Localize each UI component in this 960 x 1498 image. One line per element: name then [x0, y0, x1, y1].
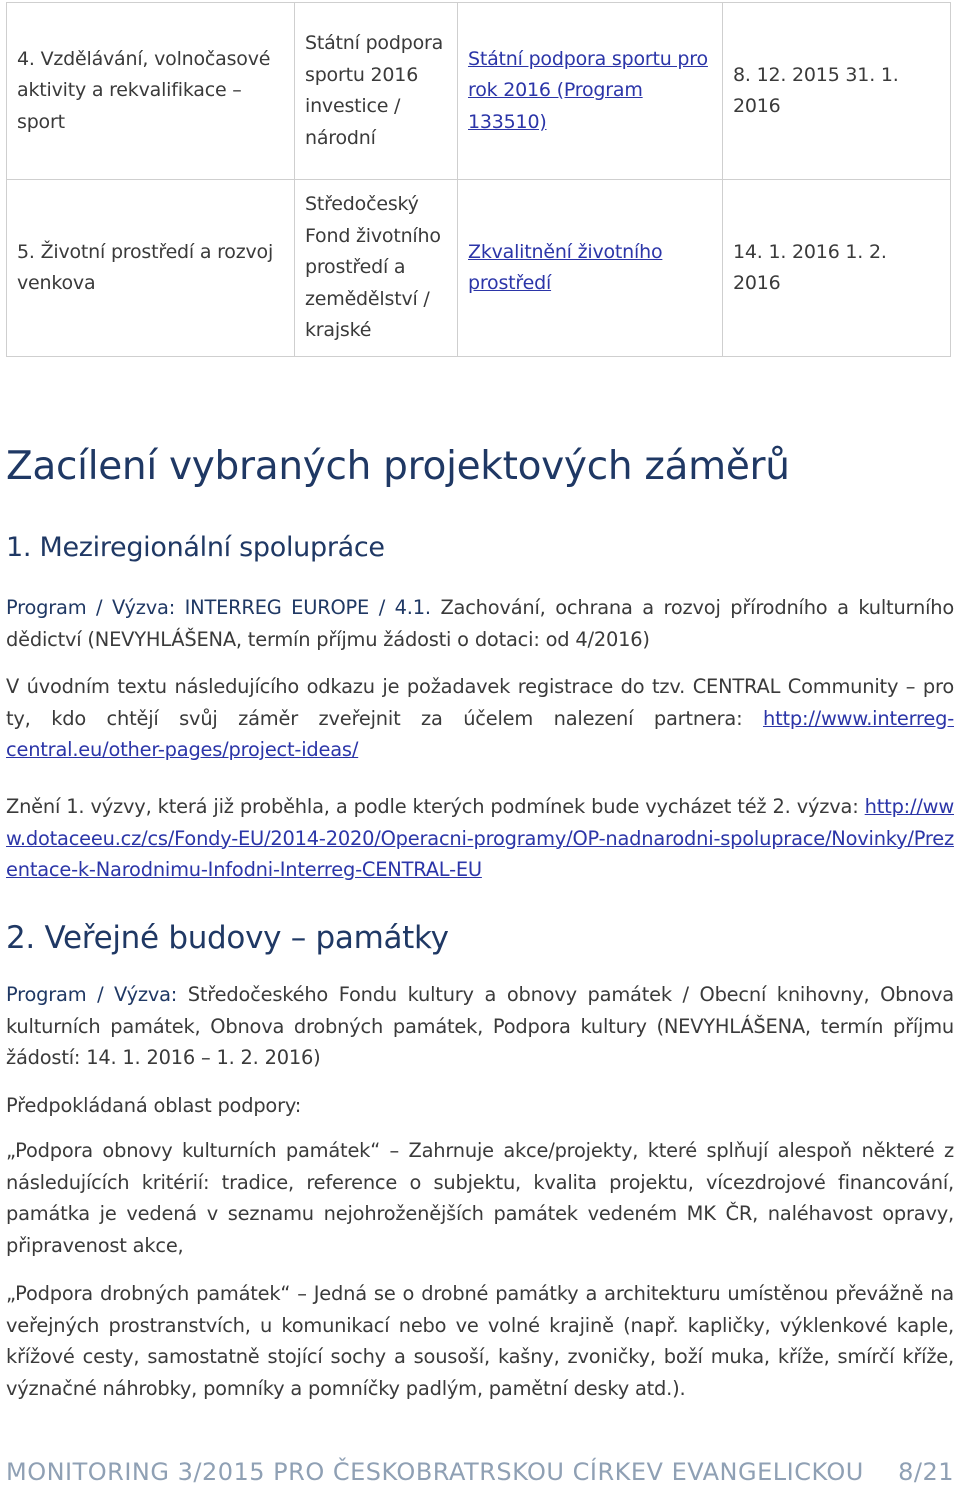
support-paragraph-1: „Podpora obnovy kulturních památek“ – Zahrnuje akce/projekty, které splňují alespoň některé z následujících kritérií: tradice, reference o subjektu, kvalita projektu, vícezdrojové financování, památka je vedená v seznamu nejohroženějších památek vedeném MK ČR, naléhavost opravy, připravenost akce,	[6, 1139, 954, 1257]
s1-wording-paragraph	[6, 791, 954, 886]
program-label: Program / Výzva:	[6, 983, 178, 1006]
support-paragraph-2: „Podpora drobných památek“ – Jedná se o drobné památky a architekturu umístěnou převážně na veřejných prostranstvích, u komunikací nebo ve volné krajině (např. kapličky, výklenkové kaple, křížové cesty, samostatně stojící sochy a sousoší, kašny, zvoničky, boží muka, kříže, smírčí kříže, význačné náhrobky, pomníky a pomníčky padlým, pamětní desky atd.).	[6, 1282, 954, 1400]
call-description: Středočeského Fondu kultury a obnovy památek / Obecní knihovny, Obnova kulturních památek, Obnova drobných památek, Podpora kultury (NEVYHLÁŠENA, termín příjmu žádostí: 14. 1. 2016 – 1. 2. 2016)	[6, 983, 954, 1069]
call-name: INTERREG EUROPE / 4.1.	[184, 596, 431, 619]
provider-cell: Státní podpora sportu 2016 investice / národní	[295, 3, 458, 180]
table-row	[7, 3, 951, 180]
program-link[interactable]: Státní podpora sportu pro rok 2016 (Program 133510)	[468, 47, 708, 133]
s2-call-paragraph	[6, 979, 954, 1074]
area-cell: 4. Vzdělávání, volnočasové aktivity a rekvalifikace – sport	[7, 3, 295, 180]
project-ideas-link[interactable]: http://www.interreg-central.eu/other-pages/project-ideas/	[6, 706, 954, 761]
period-cell: 8. 12. 2015 31. 1. 2016	[723, 3, 951, 180]
provider-cell: Středočeský Fond životního prostředí a zemědělství / krajské	[295, 180, 458, 357]
s1-intro-paragraph	[6, 671, 954, 766]
s1-call-paragraph	[6, 592, 954, 655]
grants-table	[6, 2, 951, 357]
period-cell: 14. 1. 2016 1. 2. 2016	[723, 180, 951, 357]
call-description: Zachování, ochrana a rozvoj přírodního a kulturního dědictví (NEVYHLÁŠENA, termín příjmu žádosti o dotaci: od 4/2016)	[6, 596, 955, 651]
page-footer	[6, 1458, 954, 1498]
support-area-label: Předpokládaná oblast podpory:	[6, 1094, 302, 1117]
program-label: Program / Výzva:	[6, 596, 176, 619]
dotaceeu-link[interactable]: http://www.dotaceeu.cz/cs/Fondy-EU/2014-2020/Operacni-programy/OP-nadnarodni-spoluprace/Novinky/Prezentace-k-Narodnimu-Infodni-Interreg-CENTRAL-EU	[6, 795, 954, 881]
footer-text: MONITORING 3/2015 PRO ČESKOBRATRSKOU CÍRKEV EVANGELICKOU	[6, 1458, 864, 1486]
subsection-title-2: 2. Veřejné budovy – památky	[6, 920, 449, 956]
intro-text: V úvodním textu následujícího odkazu je požadavek registrace do tzv. CENTRAL Community – pro ty, kdo chtějí svůj záměr zveřejnit za účelem nalezení partnera:	[6, 675, 954, 730]
program-link[interactable]: Zkvalitnění životního prostředí	[468, 240, 663, 294]
page-number: 8/21	[898, 1458, 954, 1486]
table-row	[7, 180, 951, 357]
area-cell: 5. Životní prostředí a rozvoj venkova	[7, 180, 295, 357]
program-cell	[458, 3, 723, 180]
subsection-title-1: 1. Meziregionální spolupráce	[6, 532, 385, 563]
program-cell	[458, 180, 723, 357]
wording-text: Znění 1. výzvy, která již proběhla, a podle kterých podmínek bude vycházet též 2. výzva:	[6, 795, 859, 818]
section-heading: Zacílení vybraných projektových záměrů	[6, 444, 790, 489]
